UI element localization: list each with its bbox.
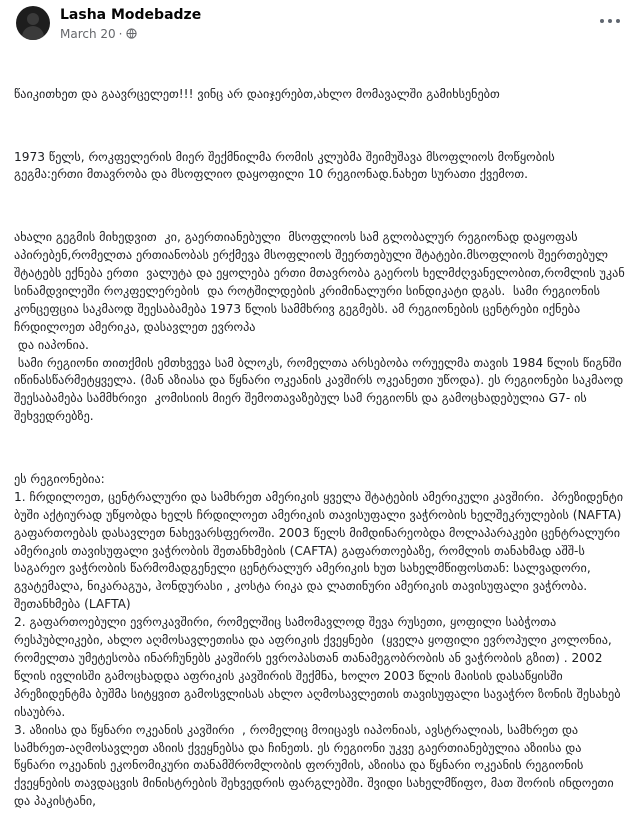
post-paragraph-plan: ახალი გეგმის მიხედვით კი, გაერთიანებული მსოფლიოს სამ გლობალურ რეგიონად დაყოფას აპირებენ,რომელთა ერთიანობას ერქმევა მსოფლიოს შეერთებული შტატები.მსოფლიოს შეერთებულ შტატებს ექნება ერთი ვალუტა და ეყოლება ერთი მთავრობა გაეროს ხელმძღვანელობით,რომლის უკან სინამდვილეში როკფელერების და როტშილდების კრიმინალური სინდიკატი დგას. სამი რეგიონის კონცეფცია საკმაოდ შეესაბამება 1973 წლის სამმხრივ გეგმებს. ამ რეგიონების ცენტრები იქნება ჩრდილოეთ ამერიკა, დასავლეთ ევროპა და იაპონია. სამი რეგიონი თითქმის ემთხვევა სამ ბლოკს, რომელთა არსებობა ორუელმა თავის 1984 წლის წიგნში იწინასწარმეტყველა. (მან აზიასა და წყნარი ოკეანის კავშირს ოკეანეთი უწოდა). ეს რეგიონები საკმაოდ შეესაბამება სამმხრივი კომისიის მიერ შემოთავაზებულ სამ რეგიონს და გამოცხადებულია G7- ის შეხვედრებზე.: [14, 230, 625, 424]
author-name[interactable]: Lasha Modebadze: [60, 7, 202, 23]
globe-icon[interactable]: [126, 28, 137, 39]
post-paragraph-intro: წაიკითხეთ და გაავრცელეთ!!! ვინც არ დაიჯერებთ,ახლო მომავალში გამიხსენებთ: [14, 86, 500, 101]
post-header: [0, 0, 636, 46]
post-date[interactable]: March 20: [60, 27, 116, 41]
meta-separator: ·: [118, 27, 123, 41]
avatar-head-shape: [27, 13, 39, 25]
more-options-icon[interactable]: [598, 12, 622, 30]
post-body: [14, 50, 626, 838]
post-meta: [60, 27, 137, 41]
post-paragraph-1973: 1973 წელს, როკფელერის მიერ შექმნილმა რომის კლუბმა შეიმუშავა მსოფლიოს მოწყობის გეგმა:ერთი მთავრობა და მსოფლიო დაყოფილი 10 რეგიონად.ნახეთ სურათი ქვემოთ.: [14, 149, 559, 182]
avatar[interactable]: [16, 6, 50, 40]
post-paragraph-regions: ეს რეგიონებია: 1. ჩრდილოეთ, ცენტრალური და სამხრეთ ამერიკის ყველა შტატების ამერიკული კავშირი. პრეზიდენტი ბუში აქტიურად უწყობდა ხელს ჩრდილოეთ ამერიკის თავისუფალი ვაჭრობის ხელშეკრულების (NAFTA) გაფართოებას დასავლეთ ნახევარსფეროში. 2003 წელს მიმდინარეობდა მოლაპარაკები ცენტრალური ამერიკის თავისუფალი ვაჭრობის შეთანხმების (CAFTA) გაფართოებაზე, რომლის თანახმად აშშ-ს საგარეო ვაჭრობის წარმომადგენელი ცენტრალურ ამერიკის ხუთ სახელმწიფოსთან: სალვადორი, გვატემალა, ნიკარაგუა, ჰონდურასი , კოსტა რიკა და ლათინური ამერიკის თავისუფალი ვაჭრობა. შეთანხმება (LAFTA) 2. გაფართოებული ევროკავშირი, რომელშიც სამომავლოდ შევა რუსეთი, ყოფილი საბჭოთა რესპუბლიკები, ახლო აღმოსავლეთისა და აფრიკის ქვეყნები (ყველა ყოფილი ევროპული კოლონია, რომელთა უმეტესობა ინარჩუნებს კავშირს ევროპასთან თანამეგობრობის ან ვაჭრობის გზით) . 2002 წლის ივლისში გამოცხადდა აფრიკის კავშირის შექმნა, ხოლო 2003 წლის მაისის დასაწყისში პრეზიდენტმა ბუშმა სიტყვით გამოსვლისას ახლო აღმოსავლეთის თავისუფალი სავაჭრო ზონის შესახებ ისაუბრა. 3. აზიისა და წყნარი ოკეანის კავშირი , რომელიც მოიცავს იაპონიას, ავსტრალიას, სამხრეთ და სამხრეთ-აღმოსავლეთ აზიის ქვეყნებსა და ჩინეთს. ეს რეგიონი უკვე გაერთიანებულია აზიისა და წყნარი ოკეანის ეკონომიკური თანამშრომლობის ფორუმის, აზიისა და წყნარი ოკეანის რეგიონის ქვეყნების თავდაცვის მინისტრების შეხვედრის ფარგლებში. შვიდი სახელმწიფო, მათ შორის ინდოეთი და პაკისტანი,: [14, 471, 624, 809]
avatar-body-shape: [22, 26, 44, 40]
